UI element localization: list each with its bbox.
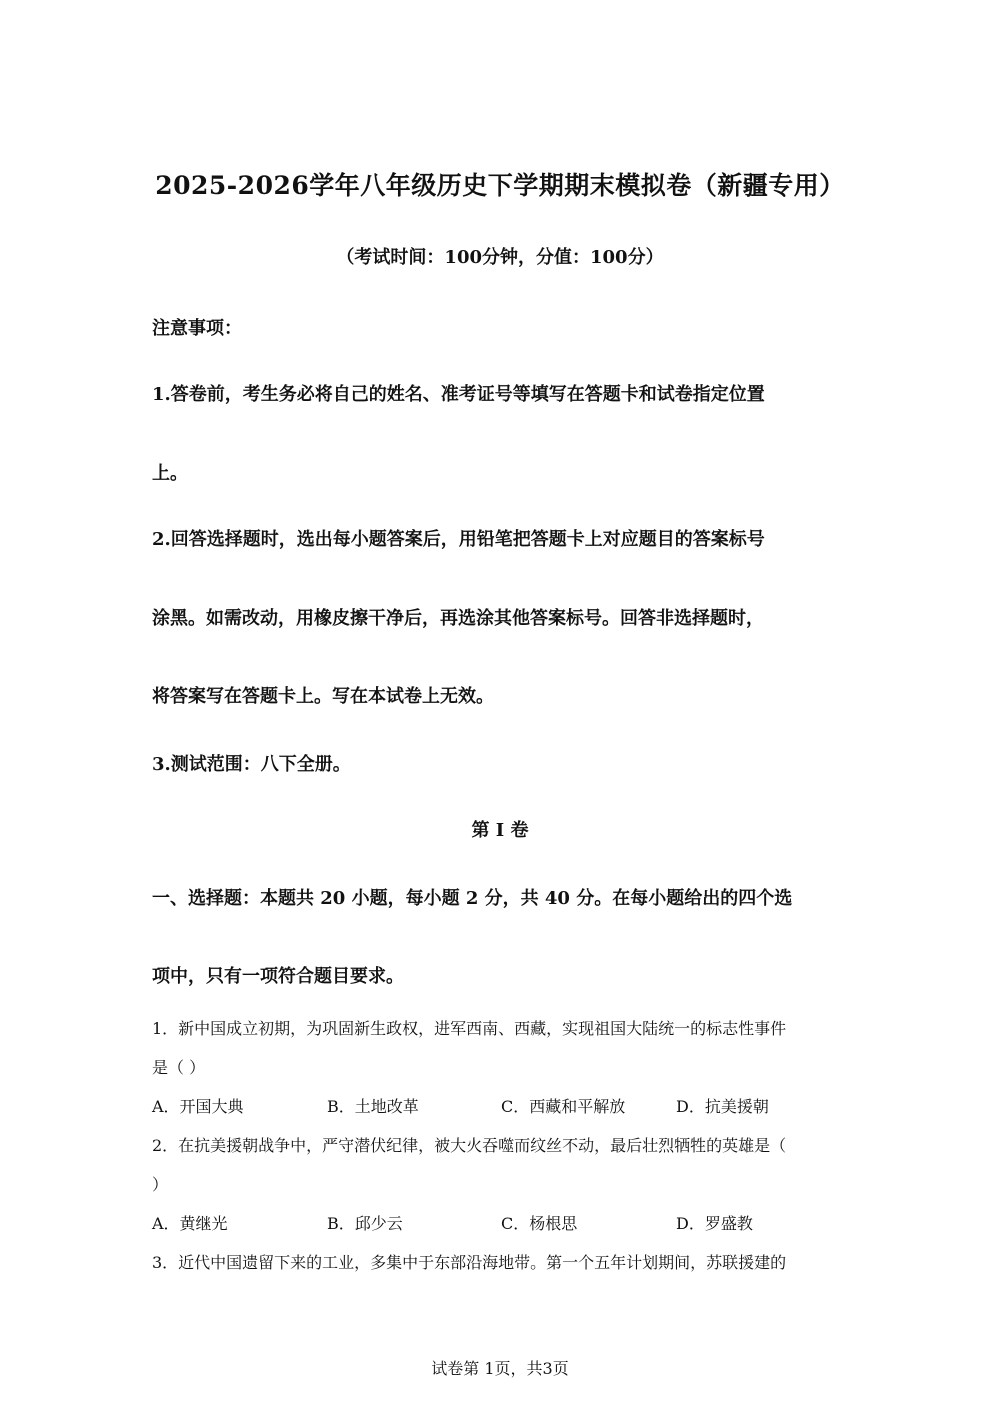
question-2-line-2: ） xyxy=(152,1175,169,1194)
notice-item-1-line-1: 1.答卷前，考生务必将自己的姓名、准考证号等填写在答题卡和试卷指定位置 xyxy=(152,384,765,405)
question-1-option-c: C．西藏和平解放 xyxy=(501,1097,626,1116)
question-2-option-c: C．杨根思 xyxy=(501,1214,578,1233)
question-2-option-d: D．罗盛教 xyxy=(676,1214,753,1233)
question-1-option-b: B．土地改革 xyxy=(327,1097,419,1116)
question-1-line-1: 1．新中国成立初期，为巩固新生政权，进军西南、西藏，实现祖国大陆统一的标志性事件 xyxy=(152,1019,787,1038)
notice-heading: 注意事项： xyxy=(152,318,242,339)
notice-item-2-line-1: 2.回答选择题时，选出每小题答案后，用铅笔把答题卡上对应题目的答案标号 xyxy=(152,529,765,550)
question-3-line-1: 3．近代中国遗留下来的工业，多集中于东部沿海地带。第一个五年计划期间，苏联援建的 xyxy=(152,1253,787,1272)
notice-item-1-line-2: 上。 xyxy=(152,463,188,484)
exam-subtitle: （考试时间：100分钟，分值：100分） xyxy=(336,247,664,268)
notice-item-3-line-1: 3.测试范围：八下全册。 xyxy=(152,754,351,775)
notice-item-2-line-3: 将答案写在答题卡上。写在本试卷上无效。 xyxy=(152,686,494,707)
volume-label: 第 I 卷 xyxy=(471,820,529,841)
section-heading-line-1: 一、选择题：本题共 20 小题，每小题 2 分，共 40 分。在每小题给出的四个选 xyxy=(152,888,793,909)
page-footer: 试卷第 1页，共3页 xyxy=(431,1359,569,1378)
exam-title: 2025-2026学年八年级历史下学期期末模拟卷（新疆专用） xyxy=(155,171,845,200)
question-1-option-a: A．开国大典 xyxy=(152,1097,244,1116)
section-heading-line-2: 项中，只有一项符合题目要求。 xyxy=(152,966,404,987)
notice-item-2-line-2: 涂黑。如需改动，用橡皮擦干净后，再选涂其他答案标号。回答非选择题时， xyxy=(152,608,764,629)
question-2-option-a: A．黄继光 xyxy=(152,1214,228,1233)
question-1-line-2: 是（ ） xyxy=(152,1058,206,1077)
question-1-option-d: D．抗美援朝 xyxy=(676,1097,769,1116)
question-2-option-b: B．邱少云 xyxy=(327,1214,403,1233)
question-2-line-1: 2．在抗美援朝战争中，严守潜伏纪律，被大火吞噬而纹丝不动，最后壮烈牺牲的英雄是（ xyxy=(152,1136,787,1155)
